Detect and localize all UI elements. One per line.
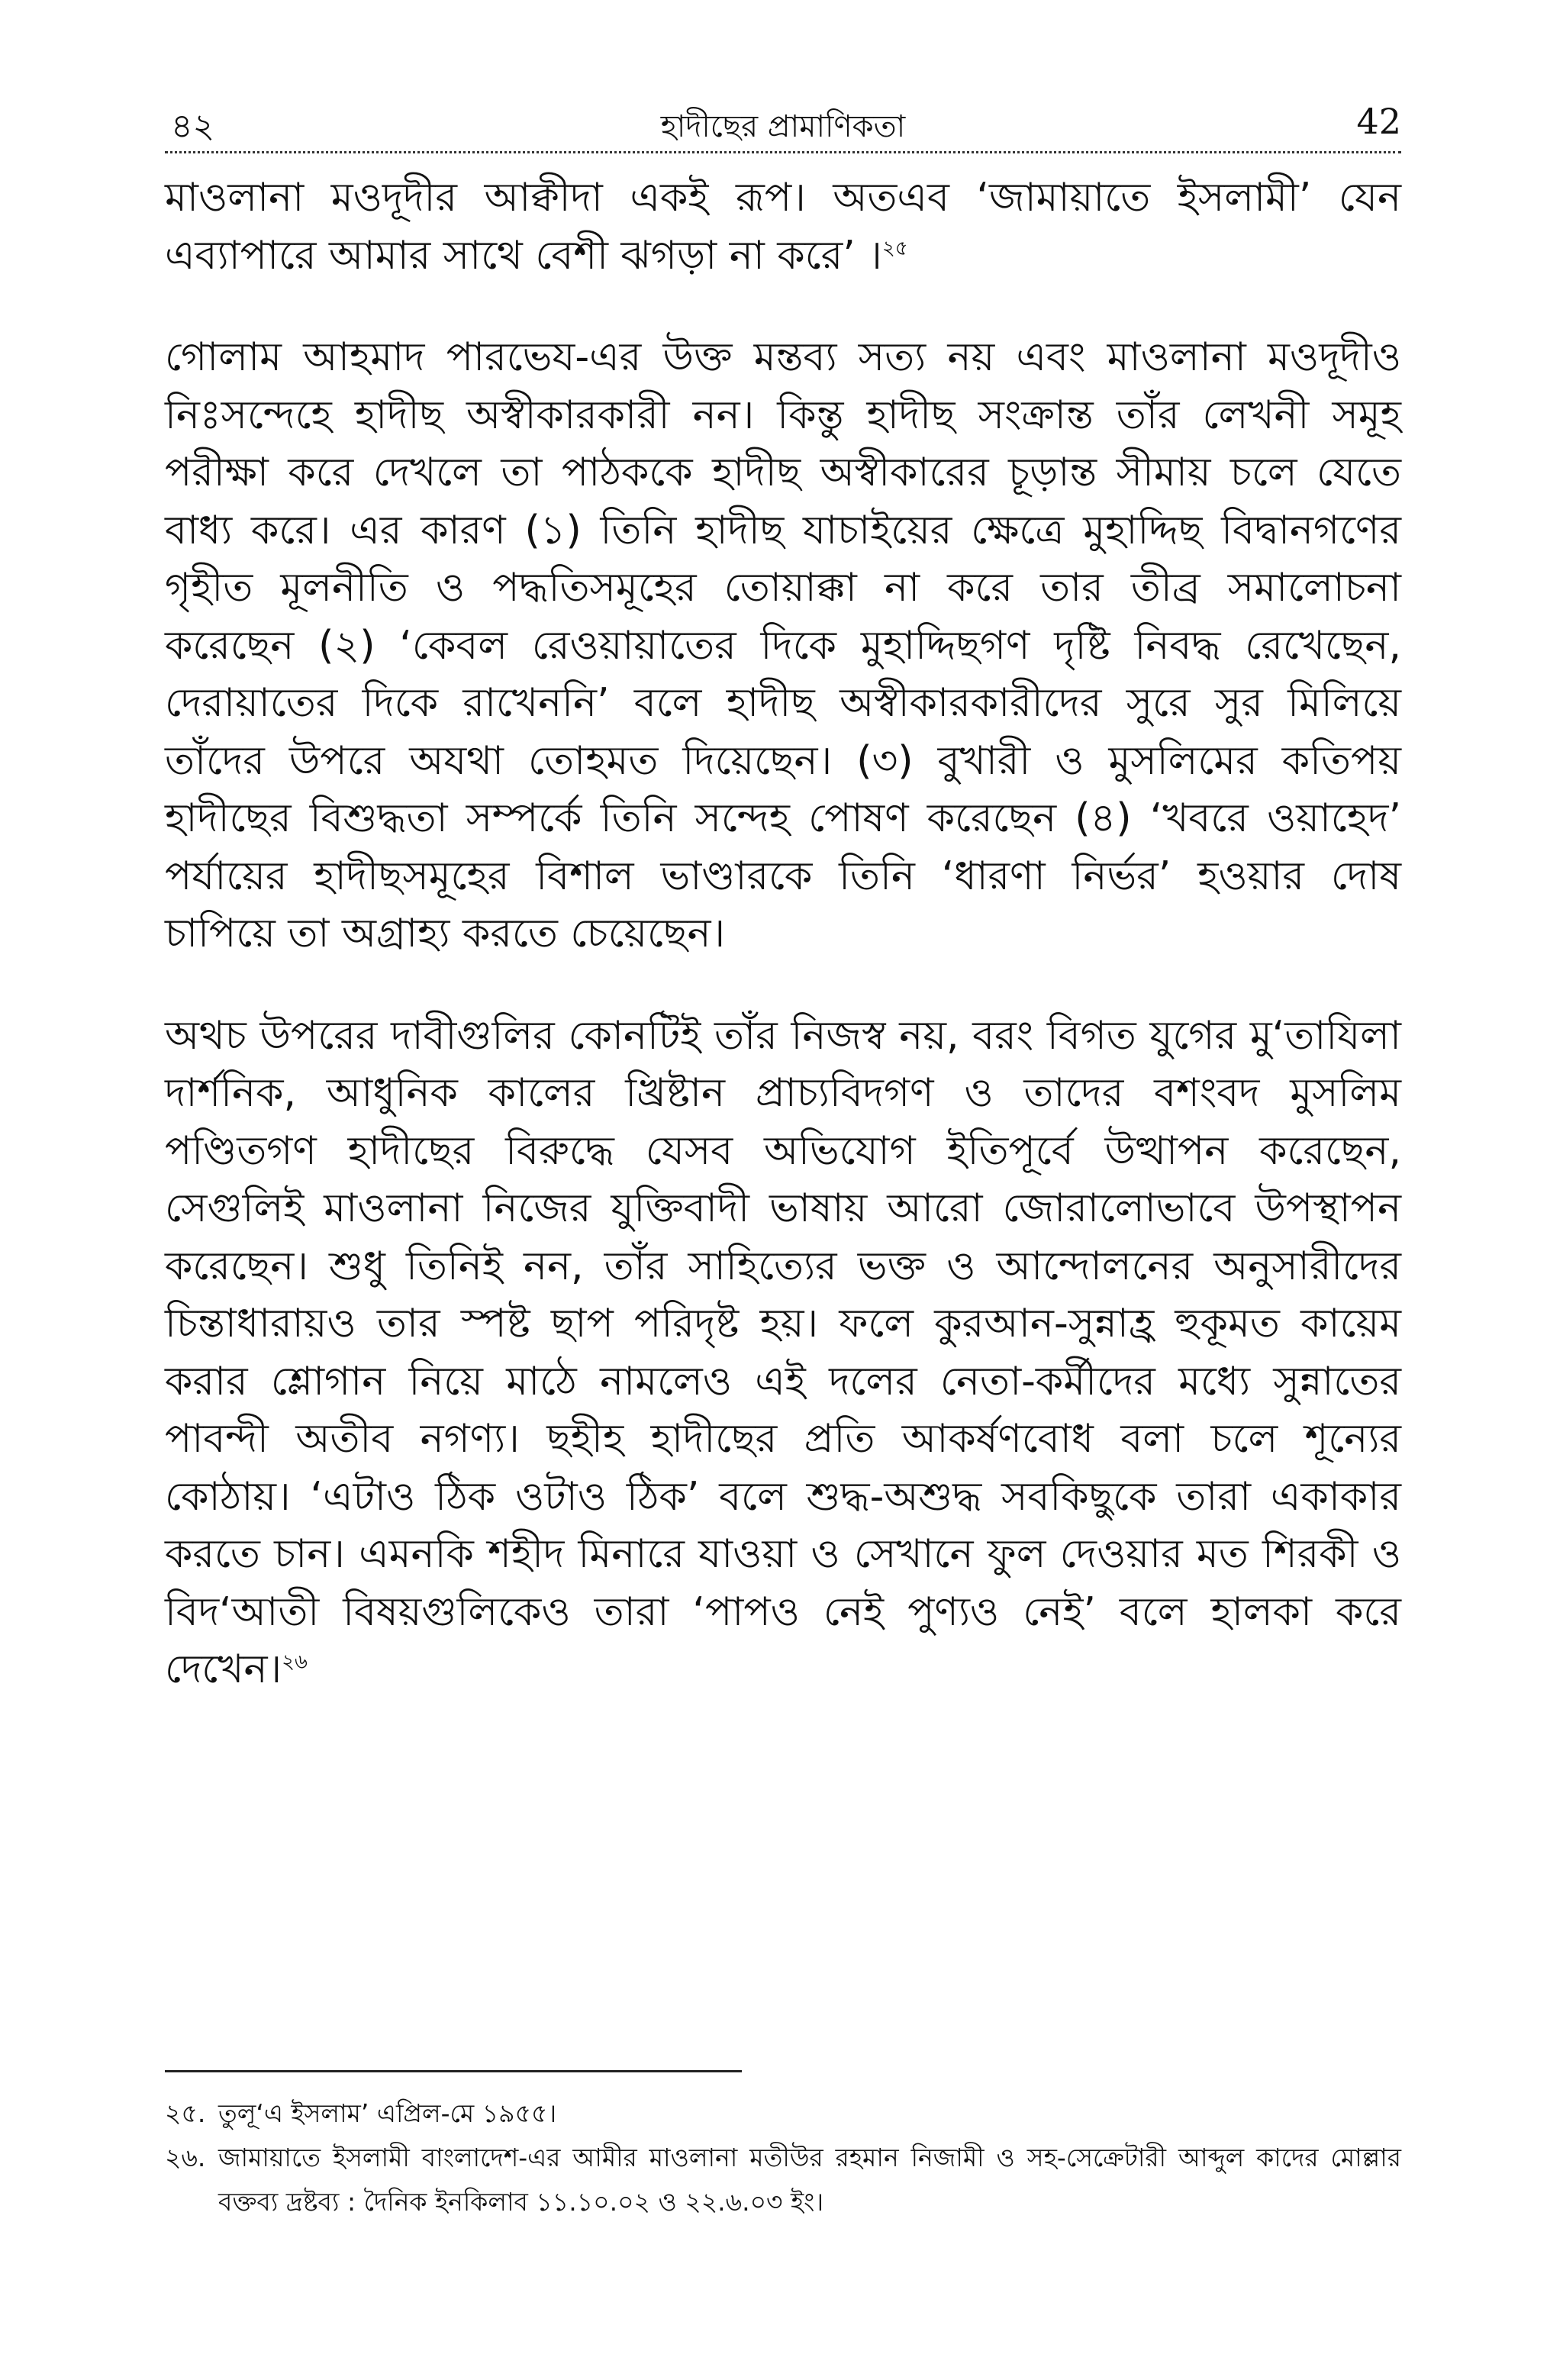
book-title: হাদীছের প্রামাণিকতা	[660, 109, 906, 144]
footnote-divider	[165, 2070, 742, 2072]
footnote-text: জামায়াতে ইসলামী বাংলাদেশ-এর আমীর মাওলানা মতীউর রহমান নিজামী ও সহ-সেক্রেটারী আব্দুল কাদের মোল্লার বক্তব্য দ্রষ্টব্য : দৈনিক ইনকিলাব ১১.১০.০২ ও ২২.৬.০৩ ইং।	[218, 2143, 1401, 2217]
paragraph-2	[165, 329, 1401, 963]
running-header	[165, 90, 1401, 153]
body-text	[165, 169, 1401, 1743]
paragraph-1	[165, 169, 1401, 285]
paragraph-1-text: মাওলানা মওদূদীর আক্বীদা একই রূপ। অতএব ‘জামায়াতে ইসলামী’ যেন এব্যাপারে আমার সাথে বেশী ঝগড়া না করে’ ।	[165, 175, 1401, 279]
footnote-number: ২৫.	[165, 2098, 206, 2128]
footnotes	[165, 2091, 1401, 2224]
paragraph-3	[165, 1008, 1401, 1699]
footnote-text: তুলূ‘এ ইসলাম’ এপ্রিল-মে ১৯৫৫।	[218, 2098, 557, 2128]
footnote-25	[165, 2091, 1401, 2136]
footnote-26	[165, 2136, 1401, 2224]
footnote-ref-25[interactable]: ২৫	[881, 237, 908, 260]
footnote-ref-26[interactable]: ২৬	[282, 1650, 308, 1674]
paragraph-2-text: গোলাম আহমাদ পারভেয-এর উক্ত মন্তব্য সত্য নয় এবং মাওলানা মওদূদীও নিঃসন্দেহে হাদীছ অস্বীকারকারী নন। কিন্তু হাদীছ সংক্রান্ত তাঁর লেখনী সমূহ পরীক্ষা করে দেখলে তা পাঠককে হাদীছ অস্বীকারের চূড়ান্ত সীমায় চলে যেতে বাধ্য করে। এর কারণ (১) তিনি হাদীছ যাচাইয়ের ক্ষেত্রে মুহাদ্দিছ বিদ্বানগণের গৃহীত মূলনীতি ও পদ্ধতিসমূহের তোয়াক্কা না করে তার তীব্র সমালোচনা করেছেন (২) ‘কেবল রেওয়ায়াতের দিকে মুহাদ্দিছগণ দৃষ্টি নিবদ্ধ রেখেছেন, দেরায়াতের দিকে রাখেননি’ বলে হাদীছ অস্বীকারকারীদের সুরে সুর মিলিয়ে তাঁদের উপরে অযথা তোহমত দিয়েছেন। (৩) বুখারী ও মুসলিমের কতিপয় হাদীছের বিশুদ্ধতা সম্পর্কে তিনি সন্দেহ পোষণ করেছেন (৪) ‘খবরে ওয়াহেদ’ পর্যায়ের হাদীছসমূহের বিশাল ভাণ্ডারকে তিনি ‘ধারণা নির্ভর’ হওয়ার দোষ চাপিয়ে তা অগ্রাহ্য করতে চেয়েছেন।	[165, 334, 1401, 956]
paragraph-3-text: অথচ উপরের দাবীগুলির কোনটিই তাঁর নিজস্ব নয়, বরং বিগত যুগের মু‘তাযিলা দার্শনিক, আধুনিক কালের খ্রিষ্টান প্রাচ্যবিদগণ ও তাদের বশংবদ মুসলিম পণ্ডিতগণ হাদীছের বিরুদ্ধে যেসব অভিযোগ ইতিপূর্বে উত্থাপন করেছেন, সেগুলিই মাওলানা নিজের যুক্তিবাদী ভাষায় আরো জোরালোভাবে উপস্থাপন করেছেন। শুধু তিনিই নন, তাঁর সাহিত্যের ভক্ত ও আন্দোলনের অনুসারীদের চিন্তাধারায়ও তার স্পষ্ট ছাপ পরিদৃষ্ট হয়। ফলে কুরআন-সুন্নাহ্র হুকূমত কায়েম করার শ্লোগান নিয়ে মাঠে নামলেও এই দলের নেতা-কর্মীদের মধ্যে সুন্নাতের পাবন্দী অতীব নগণ্য। ছহীহ হাদীছের প্রতি আকর্ষণবোধ বলা চলে শূন্যের কোঠায়। ‘এটাও ঠিক ওটাও ঠিক’ বলে শুদ্ধ-অশুদ্ধ সবকিছুকে তারা একাকার করতে চান। এমনকি শহীদ মিনারে যাওয়া ও সেখানে ফুল দেওয়ার মত শিরকী ও বিদ‘আতী বিষয়গুলিকেও তারা ‘পাপও নেই পুণ্যও নেই’ বলে হালকা করে দেখেন।	[165, 1012, 1401, 1692]
page-number: 42	[1356, 101, 1401, 142]
footnote-number: ২৬.	[165, 2143, 206, 2172]
page-number-bengali: ৪২	[171, 107, 215, 146]
